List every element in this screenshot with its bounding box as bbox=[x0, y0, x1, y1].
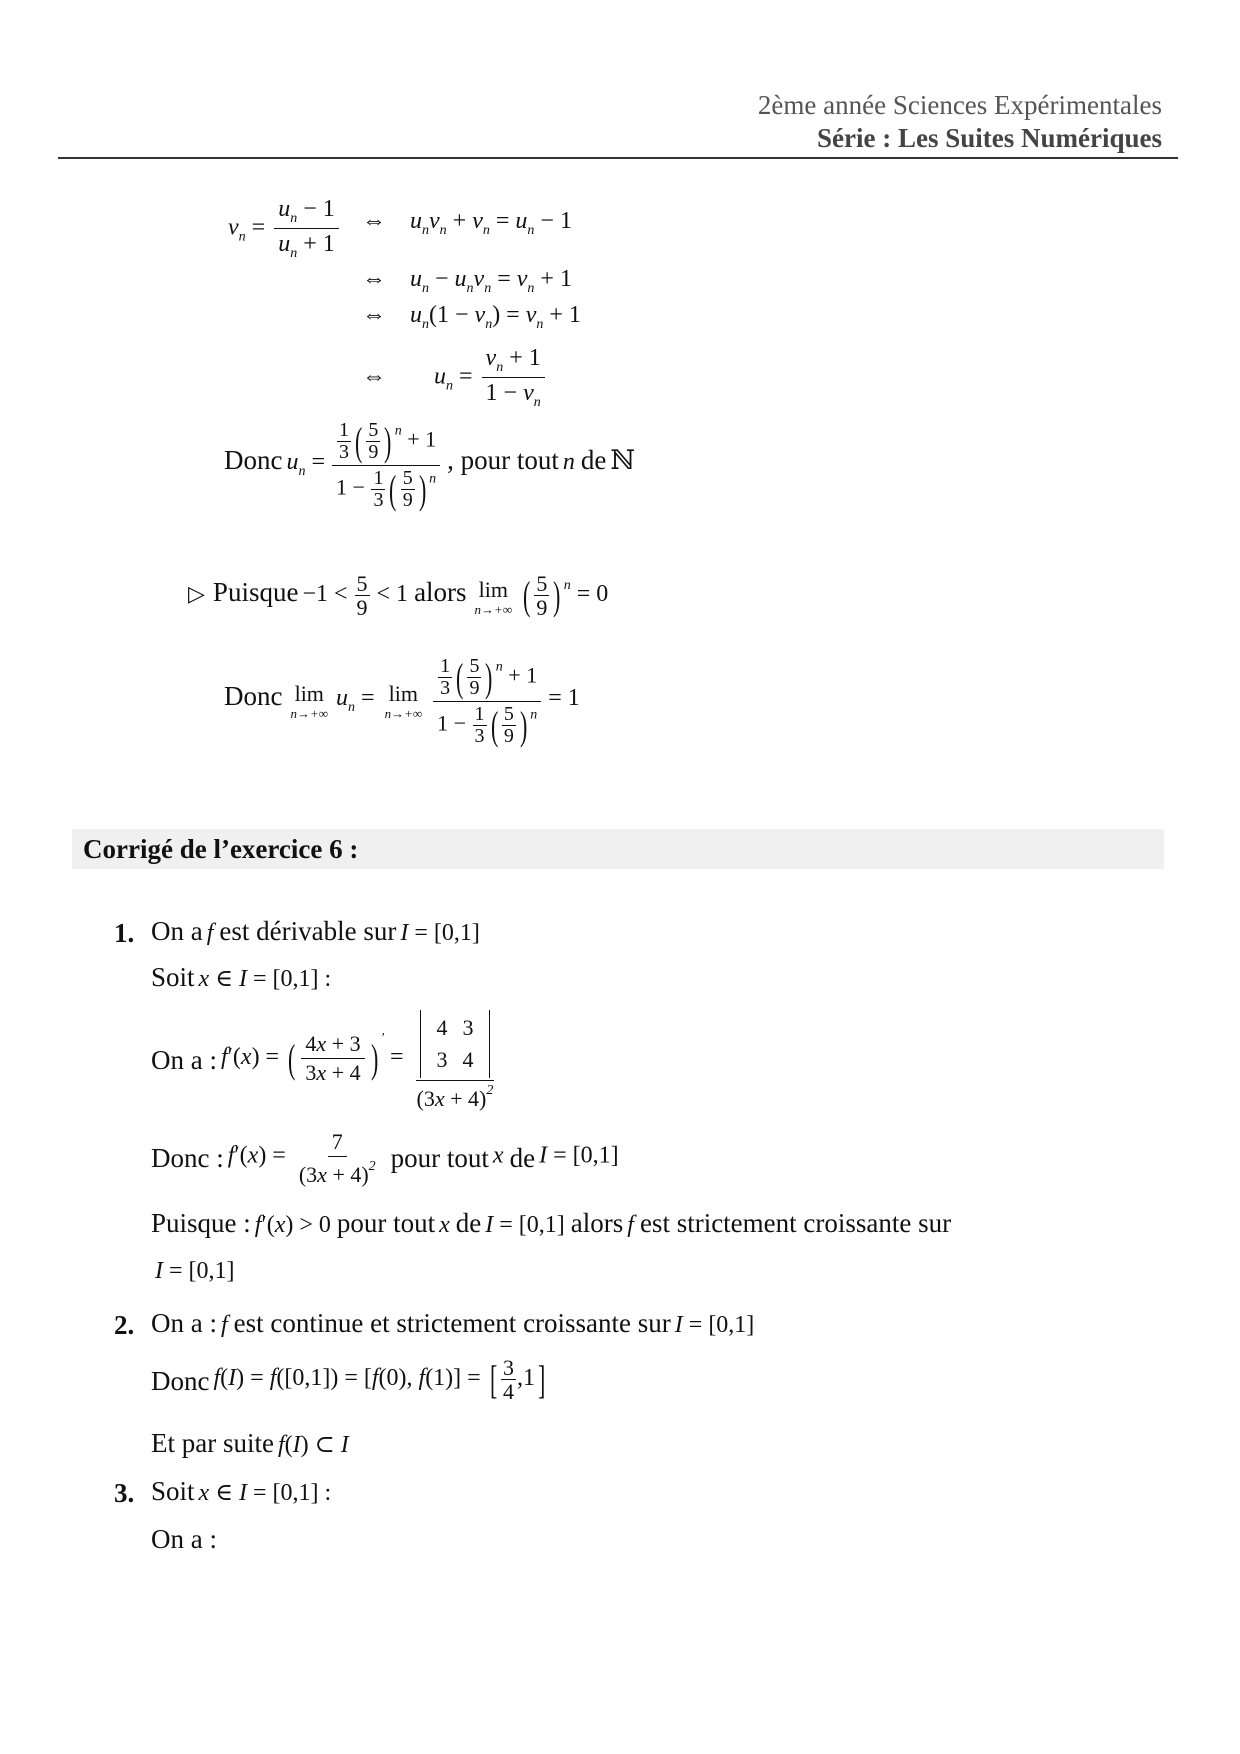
item1-donc: Donc : f′(x) = $\frac{7}{(3x + 4)^2}$ pour tout x de I = [0,1] bbox=[151, 1129, 619, 1188]
equation-step-1: ⇔ $u_nv_n + v_n = u_n - 1$ bbox=[362, 208, 572, 238]
item3-soit: Soit x ∈ I = [0,1] : bbox=[151, 1476, 332, 1506]
equation-vn-definition: $v_n$ = $\frac{u_n - 1}{u_n + 1}$ bbox=[228, 196, 342, 262]
item-number-2: 2. bbox=[114, 1310, 135, 1340]
item-number-1: 1. bbox=[114, 918, 135, 948]
item1-interval: I = [0,1] bbox=[155, 1258, 235, 1284]
header-series: Série : Les Suites Numériques bbox=[817, 123, 1162, 153]
i1-ona-label: On a : bbox=[151, 1044, 217, 1075]
donc-label: Donc bbox=[224, 445, 283, 476]
item1-line1: On a f est dérivable sur I = [0,1] bbox=[151, 916, 480, 946]
i2-ona-label: On a : bbox=[151, 1308, 217, 1338]
i1-derivable: est dérivable sur bbox=[219, 916, 397, 946]
i1-donc-label: Donc : bbox=[151, 1143, 224, 1174]
item1-soit: Soit x ∈ I = [0,1] : bbox=[151, 962, 332, 992]
i2-suite-label: Et par suite bbox=[151, 1428, 274, 1458]
alors-label: alors bbox=[414, 577, 467, 608]
donc-label-2: Donc bbox=[224, 681, 283, 712]
i1-de-2: de bbox=[455, 1208, 482, 1238]
bullet-icon: ▷ bbox=[188, 582, 205, 608]
header-divider bbox=[58, 157, 1178, 159]
i1-pour-tout-2: pour tout bbox=[336, 1208, 436, 1238]
i2-continue: est continue et strictement croissante sur bbox=[233, 1308, 671, 1338]
equation-step-3: ⇔ $u_n(1 - v_n) = v_n + 1$ bbox=[362, 302, 581, 332]
i1-conclusion: est strictement croissante sur bbox=[639, 1208, 952, 1238]
de-label: de bbox=[580, 445, 607, 476]
equation-step-2: ⇔ $u_n - u_nv_n = v_n + 1$ bbox=[362, 266, 572, 296]
section-title: Corrigé de l’exercice 6 : bbox=[83, 834, 359, 864]
item3-ona: On a : bbox=[151, 1524, 217, 1554]
i1-de: de bbox=[509, 1143, 536, 1174]
i2-donc-label: Donc bbox=[151, 1365, 210, 1396]
i1-soit-label: Soit bbox=[151, 962, 195, 992]
i1-puisque-label: Puisque : bbox=[151, 1208, 251, 1238]
pour-tout-label: , pour tout bbox=[447, 445, 559, 476]
i1-pour-tout: pour tout bbox=[390, 1143, 489, 1174]
limit-argument: ▷ Puisque −1 < $\frac{5}{9}$ < 1 alors lim n→+∞ ( $\frac{5}{9}$ ) $^n$ = 0 bbox=[188, 571, 609, 621]
equation-step-4: ⇔ $u_n$ = $\frac{v_n + 1}{1 - v_n}$ bbox=[362, 345, 548, 411]
item2-line1: On a : f est continue et strictement croissante sur I = [0,1] bbox=[151, 1308, 755, 1338]
item1-puisque: Puisque : f′(x) > 0 pour tout x de I = [0,1] alors f est strictement croissante sur bbox=[151, 1208, 952, 1238]
item1-derivative: On a : f′(x) = ( $\frac{4x + 3}{3x + 4}$ ) ′ = 4 3 3 4 $(3x + 4)^2$ bbox=[151, 1010, 500, 1111]
limit-result: Donc lim n→+∞ $u_n$ = lim n→+∞ $\frac{1}{3}$ ( $\frac{5}{9}$ ) $^n$ + 1 1 − $\frac{1}{3}$ ( $\frac{5}{9}$ ) $^n$ = 1 bbox=[224, 654, 580, 748]
item2-suite: Et par suite f(I) ⊂ I bbox=[151, 1428, 349, 1458]
i1-alors: alors bbox=[570, 1208, 624, 1238]
item2-donc: Donc f(I) = f([0,1]) = [f(0), f(1)] = [ $\frac{3}{4}$ ,1] bbox=[151, 1355, 546, 1405]
result-un: Donc $u_n$ = $\frac{1}{3}$ ( $\frac{5}{9}$ ) $^n$ + 1 1 − $\frac{1}{3}$ ( $\frac{5}{9}$ ) $^n$ , pour tout n de ℕ bbox=[224, 418, 636, 512]
item-number-3: 3. bbox=[114, 1478, 135, 1508]
puisque-label: Puisque bbox=[212, 577, 299, 608]
naturals-symbol: ℕ bbox=[610, 445, 636, 477]
i1-ona: On a bbox=[151, 916, 203, 946]
header-level: 2ème année Sciences Expérimentales bbox=[757, 90, 1162, 120]
i3-soit-label: Soit bbox=[151, 1476, 195, 1506]
